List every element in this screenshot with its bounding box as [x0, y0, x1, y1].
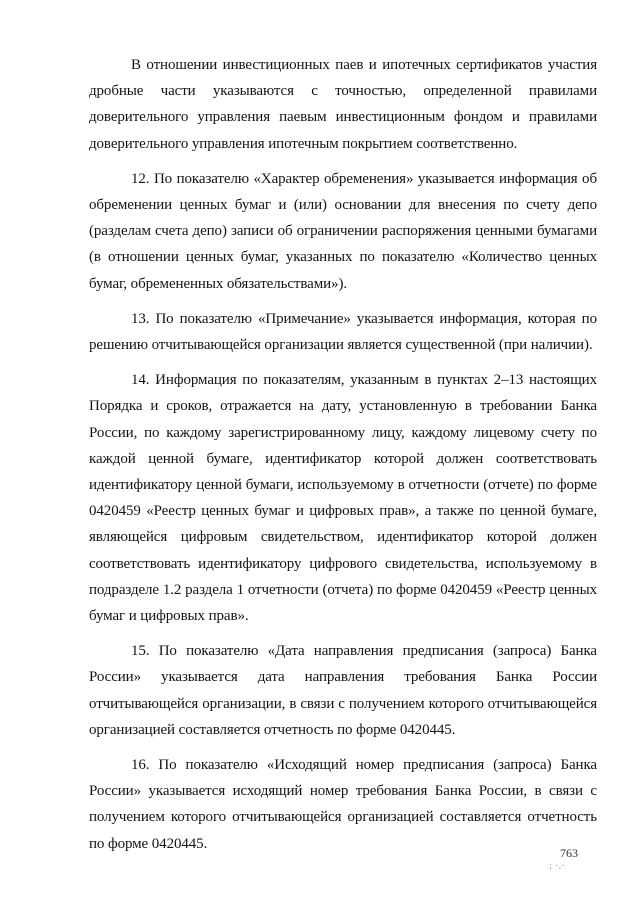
paragraph-16-number: 16. По показателю «Исходящий номер предписания (запроса) Банка России» указывается исходящий номер требования Банка России, в связи с получением которого отчитывающейся организацией составляется отчетность по форме 0420445.	[89, 757, 597, 852]
paragraph-12-encumbrance: 12. По показателю «Характер обременения» указывается информация об обременении ценных бумаг и (или) основании для внесения по счету депо (разделам счета депо) записи об ограничении распоряжения ценными бумагами (в отношении ценных бумаг, указанных по показателю «Количество ценных бумаг, обремененных обязательствами»).	[89, 170, 597, 292]
paragraph-fractional-parts: В отношении инвестиционных паев и ипотечных сертификатов участия дробные части указываются с точностью, определенной правилами доверительного управления паевым инвестиционным фондом и правилами доверительного управления ипотечным покрытием соответственно.	[89, 57, 597, 152]
paragraph-14-information: 14. Информация по показателям, указанным в пунктах 2–13 настоящих Порядка и сроков, отражается на дату, установленную в требовании Банка России, по каждому зарегистрированному лицу, каждому лицевому счету по каждой ценной бумаге, идентификатор которой должен соответствовать идентификатору ценной бумаги, используемому в отчетности (отчете) по форме 0420459 «Реестр ценных бумаг и цифровых прав», а также по ценной бумаге, являющейся цифровым свидетельством, идентификатор которой должен соответствовать идентификатору цифрового свидетельства, используемому в подразделе 1.2 раздела 1 отчетности (отчета) по форме 0420459 «Реестр ценных бумаг и цифровых прав».	[89, 372, 597, 625]
document-page	[89, 52, 597, 866]
scan-artifact: : ·.·	[549, 860, 565, 872]
paragraph-15-date: 15. По показателю «Дата направления предписания (запроса) Банка России» указывается дата направления требования Банка России отчитывающейся организации, в связи с получением которого отчитывающейся организацией составляется отчетность по форме 0420445.	[89, 643, 597, 738]
page-number: 763	[560, 846, 578, 860]
paragraph-13-note: 13. По показателю «Примечание» указывается информация, которая по решению отчитывающейся организации является существенной (при наличии).	[89, 310, 597, 354]
